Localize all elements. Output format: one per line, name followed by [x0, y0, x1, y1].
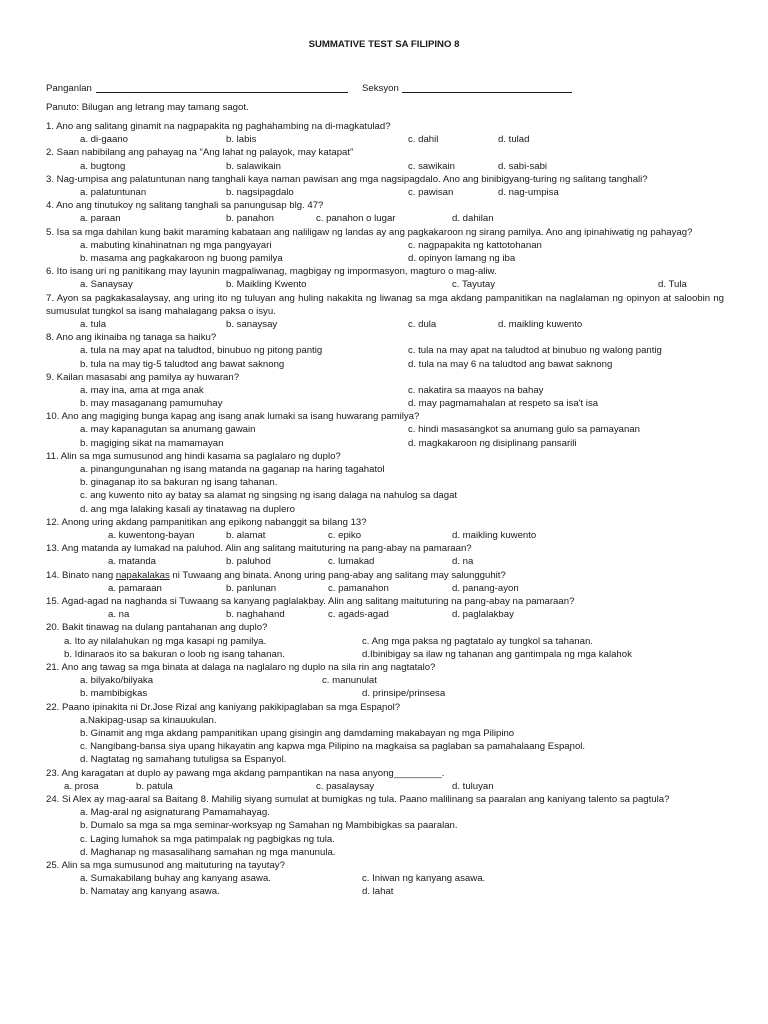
- answer-option[interactable]: d. ang mga lalaking kasali ay tinatawag na duplero: [80, 503, 295, 515]
- answer-option[interactable]: c. Tayutay: [452, 279, 496, 291]
- answer-option[interactable]: a. di-gaano: [80, 134, 129, 146]
- answer-option[interactable]: b. Idinaraos ito sa bakuran o loob ng isang tahanan.: [64, 648, 285, 660]
- answer-row: [46, 608, 724, 621]
- answer-row: [46, 885, 724, 898]
- answer-option[interactable]: c. pawisan: [408, 186, 454, 198]
- answer-row: [46, 674, 724, 687]
- answer-row: [46, 872, 724, 885]
- question-text-part: ni Tuwaang ang binata. Anong uring pang-abay ang salitang may salungguhit?: [169, 569, 506, 581]
- answer-option-line: [46, 740, 724, 753]
- answer-row: [46, 529, 724, 542]
- question-text: 8. Ano ang ikinaiba ng tanaga sa haiku?: [46, 332, 217, 344]
- answer-row: [46, 252, 724, 265]
- question-text: 5. Isa sa mga dahilan kung bakit maraming kabataan ang naliligaw ng landas ay ang pagkakaroon ng sirang pamilya. Ano ang ipinahiwatig ng pahayag?: [46, 226, 693, 238]
- answer-option[interactable]: a. Sumakabilang buhay ang kanyang asawa.: [80, 873, 271, 885]
- answer-option[interactable]: d. na: [452, 556, 474, 568]
- question-item: [46, 793, 724, 859]
- answer-option[interactable]: b. Namatay ang kanyang asawa.: [80, 886, 220, 898]
- answer-option[interactable]: d. dahilan: [452, 213, 494, 225]
- question-text: [46, 569, 724, 582]
- answer-option[interactable]: d. opinyon lamang ng iba: [408, 252, 516, 264]
- question-text-part: 14. Binato nang: [46, 569, 116, 581]
- answer-option[interactable]: d. tulad: [498, 134, 530, 146]
- answer-option-line: [46, 833, 724, 846]
- question-text: 13. Ang matanda ay lumakad na paluhod. Alin ang salitang maituturing na pang-abay na pamaraan?: [46, 543, 472, 555]
- question-text: 24. Si Alex ay mag-aaral sa Baitang 8. Mahilig siyang sumulat at bumigkas ng tula. Paano malilinang sa paaralan ang kaniyang talento sa pagtula?: [46, 794, 670, 805]
- answer-row: [46, 555, 724, 568]
- answer-option[interactable]: b. mambibigkas: [80, 688, 148, 700]
- question-item: [46, 120, 724, 146]
- answer-option[interactable]: d. tula na may 6 na taludtod ang bawat saknong: [408, 358, 613, 370]
- question-text: 9. Kailan masasabi ang pamilya ay huwaran?: [46, 371, 240, 383]
- answer-option[interactable]: a. Sanaysay: [80, 279, 133, 291]
- question-text: 22. Paano ipinakita ni Dr.Jose Rizal ang kaniyang pakikipaglaban sa mga Espaɲol?: [46, 701, 401, 713]
- question-text: 10. Ano ang magiging bunga kapag ang isang anak lumaki sa isang huwarang pamilya?: [46, 411, 420, 423]
- question-text: 25. Alin sa mga sumusunod ang maituturing na tayutay?: [46, 860, 285, 872]
- question-item: [46, 621, 724, 661]
- answer-option[interactable]: d. paglalakbay: [452, 609, 514, 621]
- question-item: [46, 199, 724, 225]
- question-item: [46, 146, 724, 172]
- answer-option[interactable]: d. Maghanap ng masasalihang samahan ng mga manunula.: [80, 846, 336, 858]
- answer-option-line: [46, 806, 724, 819]
- question-text: 4. Ano ang tinutukoy ng salitang tanghali sa panungusap blg. 47?: [46, 200, 324, 212]
- question-item: [46, 450, 724, 516]
- answer-option-line: [46, 727, 724, 740]
- answer-row: [46, 133, 724, 146]
- answer-option[interactable]: c. dahil: [408, 134, 439, 146]
- answer-row: [46, 358, 724, 371]
- answer-row: [46, 648, 724, 661]
- answer-row: [46, 687, 724, 700]
- question-text: 21. Ano ang tawag sa mga binata at dalaga na naglalaro ng duplo na sila rin ang nagtatalo?: [46, 662, 436, 674]
- answer-option[interactable]: c. pasalaysay: [316, 780, 375, 792]
- answer-option[interactable]: d. Tula: [658, 279, 687, 291]
- question-item: [46, 859, 724, 899]
- answer-row: [46, 160, 724, 173]
- question-item: [46, 371, 724, 411]
- answer-option[interactable]: b. Dumalo sa mga sa mga seminar-worksyap ng Samahan ng Mambibigkas sa paaralan.: [80, 820, 458, 832]
- answer-option[interactable]: a. kuwentong-bayan: [108, 530, 195, 542]
- question-item: [46, 410, 724, 450]
- page-title: SUMMATIVE TEST SA FILIPINO 8: [308, 39, 460, 50]
- question-item: [46, 226, 724, 266]
- answer-option[interactable]: c. lumakad: [328, 556, 375, 568]
- question-item: [46, 542, 724, 568]
- answer-row: [46, 437, 724, 450]
- answer-row: [46, 635, 724, 648]
- answer-row: [46, 384, 724, 397]
- answer-option[interactable]: c. pamanahon: [328, 582, 389, 594]
- answer-option[interactable]: a. may ina, ama at mga anak: [80, 384, 204, 396]
- answer-option-line: [46, 503, 724, 516]
- answer-row: [46, 344, 724, 357]
- answer-option[interactable]: d. may pagmamahalan at respeto sa isa't isa: [408, 398, 599, 410]
- answer-option[interactable]: c. Nangibang-bansa siya upang hikayatin ang kapwa mga Pilipino na magkaisa sa paglaban sa pamahalaang Espaɲol.: [80, 741, 586, 753]
- answer-option[interactable]: b. ginaganap ito sa bakuran ng isang tahanan.: [80, 477, 278, 489]
- answer-option[interactable]: c. panahon o lugar: [316, 213, 396, 225]
- question-text: 23. Ang karagatan at duplo ay pawang mga akdang pampantikan na nasa anyong_________.: [46, 767, 445, 779]
- underlined-word: napakalakas: [115, 569, 170, 581]
- answer-option[interactable]: c. ang kuwento nito ay batay sa alamat ng singsing ng isang dalaga na nahulog sa dagat: [80, 490, 458, 502]
- answer-option[interactable]: c. hindi masasangkot sa anumang gulo sa pamayanan: [408, 424, 640, 436]
- answer-option[interactable]: b. may masaganang pamumuhay: [80, 398, 223, 410]
- answer-option[interactable]: d. sabi-sabi: [498, 160, 548, 172]
- answer-option[interactable]: a. na: [108, 609, 130, 621]
- answer-option[interactable]: a. matanda: [108, 556, 157, 568]
- answer-option[interactable]: c. Ang mga paksa ng pagtatalo ay tungkol sa tahanan.: [362, 635, 593, 647]
- answer-option[interactable]: b. Ginamit ang mga akdang pampanitikan upang gisingin ang damdaming makabayan ng mga Pilipino: [80, 728, 515, 739]
- answer-option-line: [46, 714, 724, 727]
- answer-option[interactable]: d. nag-umpisa: [498, 186, 559, 198]
- question-text: 7. Ayon sa pagkakasalaysay, ang uring ito ng tuluyan ang huling nakakita ng liwanag sa mga akdang pampanitikan na naglalaman ng opinyon at saloobin ng sumusulat tungkol sa isang mahalagang paksa o isyu.: [46, 292, 724, 317]
- answer-row: [46, 318, 724, 331]
- answer-row: [46, 278, 724, 291]
- answer-option[interactable]: c. epiko: [328, 530, 362, 542]
- answer-option[interactable]: d. maikling kuwento: [498, 318, 583, 330]
- answer-option[interactable]: a. bilyako/bilyaka: [80, 675, 154, 687]
- question-item: [46, 661, 724, 701]
- answer-option[interactable]: b. labis: [226, 134, 257, 146]
- answer-option[interactable]: b. Maikling Kwento: [226, 279, 307, 291]
- answer-row: [46, 212, 724, 225]
- answer-option[interactable]: d. lahat: [362, 886, 394, 898]
- answer-option[interactable]: a. pamaraan: [108, 582, 162, 594]
- question-text: 1. Ano ang salitang ginamit na nagpapakita ng paghahambing na di-magkatulad?: [46, 121, 391, 132]
- answer-option-line: [46, 753, 724, 766]
- answer-option[interactable]: b. tula na may tig-5 taludtod ang bawat saknong: [80, 358, 285, 370]
- answer-option-line: [46, 463, 724, 476]
- question-item: [46, 516, 724, 542]
- question-item: [46, 701, 724, 767]
- section-label: Seksyon: [362, 83, 399, 94]
- answer-option[interactable]: b. masama ang pagkakaroon ng buong pamilya: [80, 252, 283, 264]
- answer-row: [46, 423, 724, 436]
- answer-option-line: [46, 489, 724, 502]
- name-blank[interactable]: [96, 92, 348, 93]
- answer-option[interactable]: b. sanaysay: [226, 318, 278, 330]
- question-text: 15. Agad-agad na naghanda si Tuwaang sa kanyang paglalakbay. Alin ang salitang maituturing na pang-abay na pamaraan?: [46, 596, 575, 608]
- answer-row: [46, 186, 724, 199]
- directions: Panuto: Bilugan ang letrang may tamang sagot.: [46, 102, 249, 113]
- question-item: [46, 331, 724, 371]
- answer-option[interactable]: c. Laging lumahok sa mga patimpalak ng pagbigkas ng tula.: [80, 833, 335, 845]
- answer-option[interactable]: c. nagpapakita ng kattotohanan: [408, 239, 542, 251]
- question-list: [46, 120, 724, 899]
- section-blank[interactable]: [402, 92, 572, 93]
- answer-option[interactable]: d. prinsipe/prinsesa: [362, 688, 446, 700]
- answer-option[interactable]: b. magiging sikat na mamamayan: [80, 437, 224, 449]
- answer-option[interactable]: b. patula: [136, 780, 173, 792]
- answer-option-line: [46, 846, 724, 859]
- answer-option[interactable]: b. salawikain: [226, 160, 281, 172]
- answer-option[interactable]: d. maikling kuwento: [452, 530, 537, 542]
- answer-option[interactable]: a. paraan: [80, 213, 121, 225]
- answer-option[interactable]: c. nakatira sa maayos na bahay: [408, 384, 544, 396]
- answer-option-line: [46, 476, 724, 489]
- question-text: 12. Anong uring akdang pampanitikan ang epikong nabanggit sa bilang 13?: [46, 516, 367, 528]
- answer-option[interactable]: a. Mag-aral ng asignaturang Pamamahayag.: [80, 807, 270, 819]
- question-text: 6. Ito isang uri ng panitikang may layunin magpaliwanag, magbigay ng impormasyon, magturo o mag-aliw.: [46, 266, 497, 278]
- answer-option[interactable]: a. palatuntunan: [80, 186, 147, 198]
- answer-option[interactable]: c. Iniwan ng kanyang asawa.: [362, 873, 486, 885]
- question-item: [46, 569, 724, 595]
- question-item: [46, 265, 724, 291]
- question-item: [46, 767, 724, 793]
- answer-option[interactable]: a. bugtong: [80, 160, 126, 172]
- answer-option[interactable]: d.Ibinibigay sa ilaw ng tahanan ang gantimpala ng mga kalahok: [362, 648, 632, 660]
- answer-option[interactable]: a. pinangungunahan ng isang matanda na gaganap na haring tagahatol: [80, 464, 385, 476]
- answer-option[interactable]: b. nagsipagdalo: [226, 186, 294, 198]
- answer-option[interactable]: b. paluhod: [226, 556, 271, 568]
- answer-row: [46, 582, 724, 595]
- student-info-line: [46, 82, 726, 95]
- answer-option[interactable]: c. manunulat: [322, 675, 377, 687]
- answer-option[interactable]: b. panahon: [226, 213, 275, 225]
- question-text: 11. Alin sa mga sumusunod ang hindi kasama sa paglalaro ng duplo?: [46, 450, 341, 462]
- answer-option[interactable]: c. agads-agad: [328, 609, 389, 621]
- answer-option[interactable]: a. tula na may apat na taludtod, binubuo ng pitong pantig: [80, 345, 323, 357]
- answer-option[interactable]: a. mabuting kinahinatnan ng mga pangyayari: [80, 239, 272, 251]
- answer-option-line: [46, 819, 724, 832]
- question-text: 3. Nag-umpisa ang palatuntunan nang tanghali kaya naman pawisan ang mga nagsipagdalo. Ano ang binibigyang-turing ng salitang tanghali?: [46, 173, 648, 185]
- answer-option[interactable]: a. Ito ay nilalahukan ng mga kasapi ng pamilya.: [64, 635, 267, 647]
- answer-option[interactable]: b. panlunan: [226, 582, 277, 594]
- question-text: 20. Bakit tinawag na dulang pantahanan ang duplo?: [46, 622, 268, 634]
- question-item: [46, 173, 724, 199]
- answer-option[interactable]: a. may kapanagutan sa anumang gawain: [80, 424, 256, 436]
- answer-option[interactable]: c. tula na may apat na taludtod at binubuo ng walong pantig: [408, 345, 662, 357]
- answer-option[interactable]: a. tula: [80, 318, 107, 330]
- answer-option[interactable]: d. Nagtatag ng samahang tutuligsa sa Espanyol.: [80, 754, 287, 766]
- answer-option[interactable]: a.Nakipag-usap sa kinauukulan.: [80, 714, 217, 726]
- answer-option[interactable]: d. panang-ayon: [452, 582, 519, 594]
- answer-option[interactable]: c. sawikain: [408, 160, 455, 172]
- question-text: 2. Saan nabibilang ang pahayag na “Ang lahat ng palayok, may katapat”: [46, 147, 354, 159]
- answer-row: [46, 239, 724, 252]
- answer-row: [46, 780, 724, 793]
- answer-option[interactable]: b. naghahand: [226, 609, 285, 621]
- answer-option[interactable]: a. prosa: [64, 780, 99, 792]
- answer-option[interactable]: d. magkakaroon ng disiplinang pansarili: [408, 437, 577, 449]
- answer-option[interactable]: c. dula: [408, 318, 437, 330]
- answer-option[interactable]: d. tuluyan: [452, 780, 494, 792]
- question-item: [46, 595, 724, 621]
- answer-row: [46, 397, 724, 410]
- question-item: [46, 292, 724, 332]
- name-label: Panganlan: [46, 83, 92, 94]
- answer-option[interactable]: b. alamat: [226, 530, 266, 542]
